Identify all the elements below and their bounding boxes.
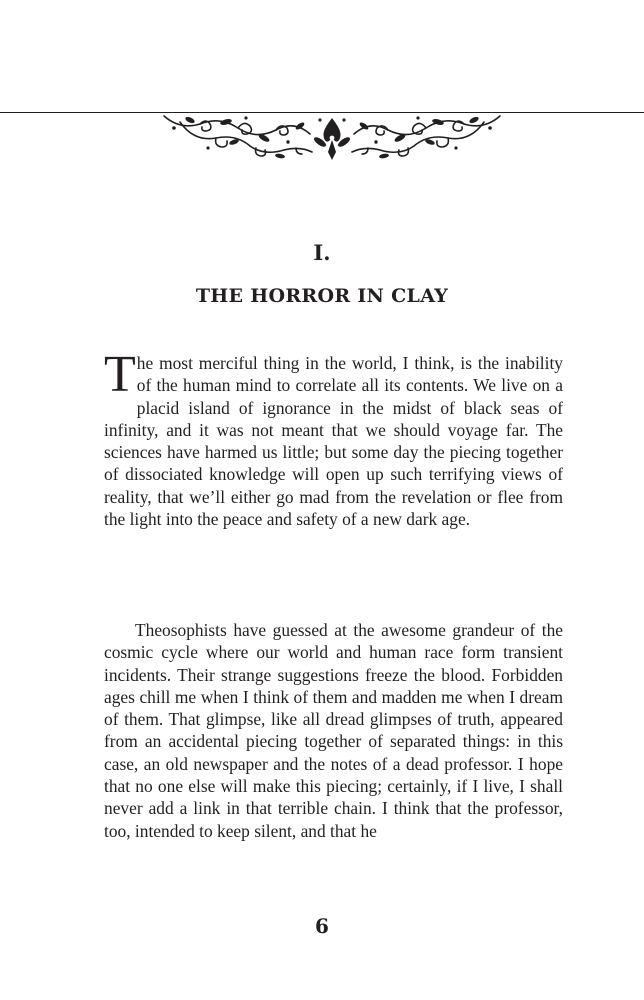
body-paragraph-1 — [104, 346, 563, 530]
floral-scroll-ornament-icon — [160, 112, 504, 164]
drop-cap: T — [104, 346, 136, 403]
chapter-number: I. — [313, 240, 331, 265]
chapter-title: THE HORROR IN CLAY — [195, 285, 449, 307]
body-paragraph-1-text: he most merciful thing in the world, I think, is the inability of the human mind to correlate all its contents. We live on a placid island of ignorance in the midst of black seas of infinity, and it was not meant that we should voyage far. The sciences have harmed us little; but some day the piecing together of dissociated knowledge will open up such terrifying views of reality, that we’ll either go mad from the revelation or flee from the light into the peace and safety of a new dark age. — [104, 353, 563, 530]
page-number: 6 — [315, 914, 329, 938]
body-paragraph-2: Theosophists have guessed at the awesome grandeur of the cosmic cycle where our world and human race form transient incidents. Their strange suggestions freeze the blood. Forbidden ages chill me when I think of them and madden me when I dream of them. That glimpse, like all dread glimpses of truth, appeared from an accidental piecing together of separated things: in this case, an old newspaper and the notes of a dead professor. I hope that no one else will make this piecing; certainly, if I live, I shall never add a link in that terrible chain. I think that the professor, too, intended to keep silent, and that he — [104, 620, 563, 841]
